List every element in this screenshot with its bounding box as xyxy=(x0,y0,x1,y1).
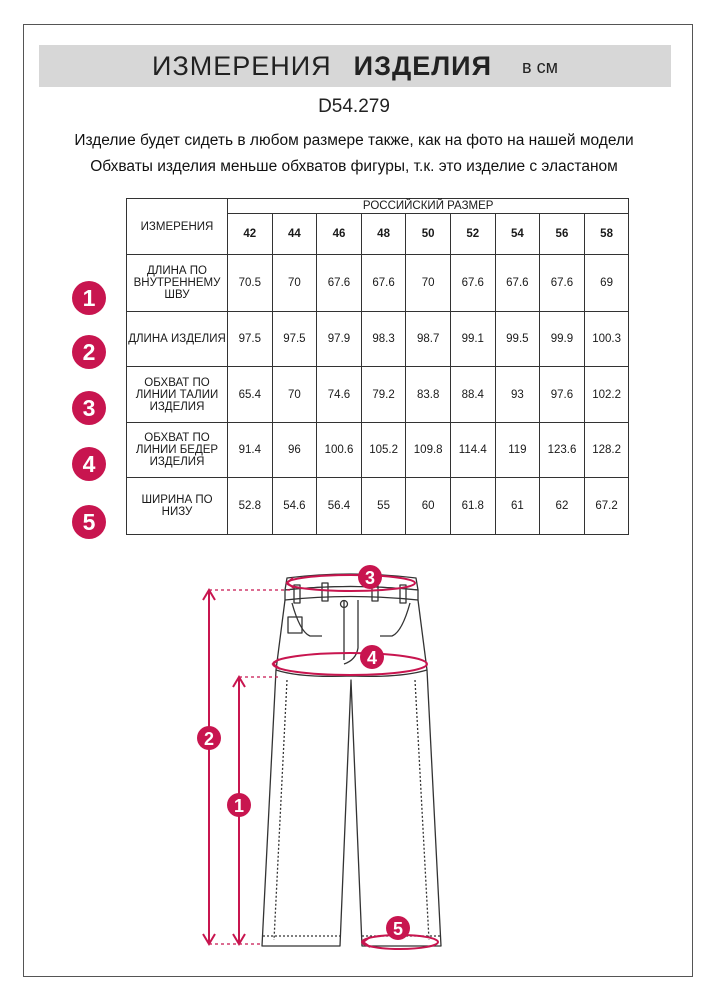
table-cell: 69 xyxy=(584,255,629,312)
table-cell: 93 xyxy=(495,367,540,423)
table-cell: 97.9 xyxy=(317,312,362,367)
table-cell: 98.7 xyxy=(406,312,451,367)
size-header: 54 xyxy=(495,214,540,255)
table-cell: 67.6 xyxy=(361,255,406,312)
table-cell: 98.3 xyxy=(361,312,406,367)
table-cell: 102.2 xyxy=(584,367,629,423)
table-cell: 67.6 xyxy=(317,255,362,312)
measure-header: ИЗМЕРЕНИЯ xyxy=(127,199,228,255)
table-cell: 67.6 xyxy=(450,255,495,312)
row-label: ДЛИНА ИЗДЕЛИЯ xyxy=(127,312,228,367)
note-fit: Изделие будет сидеть в любом размере также, как на фото на нашей модели xyxy=(74,132,634,149)
table-cell: 79.2 xyxy=(361,367,406,423)
title-word-measurements: ИЗМЕРЕНИЯ xyxy=(152,50,332,81)
table-cell: 52.8 xyxy=(228,478,273,535)
table-cell: 70 xyxy=(272,367,317,423)
table-cell: 61 xyxy=(495,478,540,535)
diagram-marker-2-label: 2 xyxy=(203,729,215,749)
article-number: D54.279 xyxy=(318,96,390,117)
diagram-markers xyxy=(197,565,410,940)
size-header: 44 xyxy=(272,214,317,255)
row-marker-2: 2 xyxy=(72,335,106,369)
row-marker-5: 5 xyxy=(72,505,106,539)
size-header: 48 xyxy=(361,214,406,255)
table-cell: 55 xyxy=(361,478,406,535)
size-header: 50 xyxy=(406,214,451,255)
row-marker-3: 3 xyxy=(72,391,106,425)
size-header: 58 xyxy=(584,214,629,255)
table-cell: 128.2 xyxy=(584,423,629,478)
table-cell: 97.6 xyxy=(540,367,585,423)
table-cell: 67.6 xyxy=(540,255,585,312)
table-cell: 109.8 xyxy=(406,423,451,478)
table-cell: 74.6 xyxy=(317,367,362,423)
table-cell: 67.6 xyxy=(495,255,540,312)
table-cell: 88.4 xyxy=(450,367,495,423)
table-cell: 70.5 xyxy=(228,255,273,312)
row-label: ШИРИНА ПО НИЗУ xyxy=(127,478,228,535)
table-cell: 96 xyxy=(272,423,317,478)
table-cell: 99.5 xyxy=(495,312,540,367)
row-label: ОБХВАТ ПО ЛИНИИ ТАЛИИ ИЗДЕЛИЯ xyxy=(127,367,228,423)
table-cell: 61.8 xyxy=(450,478,495,535)
table-cell: 67.2 xyxy=(584,478,629,535)
size-header: 42 xyxy=(228,214,273,255)
size-header: 52 xyxy=(450,214,495,255)
table-cell: 60 xyxy=(406,478,451,535)
diagram-marker-5-label: 5 xyxy=(392,919,404,939)
row-marker-1: 1 xyxy=(72,281,106,315)
table-cell: 100.3 xyxy=(584,312,629,367)
note-elastane: Обхваты изделия меньше обхватов фигуры, т.к. это изделие с эластаном xyxy=(90,158,618,175)
table-cell: 97.5 xyxy=(272,312,317,367)
size-group-header: РОССИЙСКИЙ РАЗМЕР xyxy=(228,199,629,214)
diagram-marker-1-label: 1 xyxy=(233,796,245,816)
table-cell: 62 xyxy=(540,478,585,535)
table-cell: 70 xyxy=(406,255,451,312)
row-label: ОБХВАТ ПО ЛИНИИ БЕДЕР ИЗДЕЛИЯ xyxy=(127,423,228,478)
size-header: 46 xyxy=(317,214,362,255)
table-cell: 123.6 xyxy=(540,423,585,478)
table-cell: 83.8 xyxy=(406,367,451,423)
table-cell: 99.1 xyxy=(450,312,495,367)
hip-measure xyxy=(273,653,427,675)
table-cell: 119 xyxy=(495,423,540,478)
title-word-item: ИЗДЕЛИЯ xyxy=(353,50,492,81)
jeans-outline xyxy=(262,574,441,946)
measure-lines xyxy=(203,575,438,949)
table-cell: 99.9 xyxy=(540,312,585,367)
table-cell: 97.5 xyxy=(228,312,273,367)
size-header: 56 xyxy=(540,214,585,255)
title-unit: в см xyxy=(522,56,558,77)
table-cell: 91.4 xyxy=(228,423,273,478)
table-cell: 100.6 xyxy=(317,423,362,478)
table-cell: 56.4 xyxy=(317,478,362,535)
table-cell: 70 xyxy=(272,255,317,312)
row-marker-4: 4 xyxy=(72,447,106,481)
table-cell: 54.6 xyxy=(272,478,317,535)
table-cell: 114.4 xyxy=(450,423,495,478)
table-cell: 105.2 xyxy=(361,423,406,478)
diagram-marker-3-label: 3 xyxy=(364,568,376,588)
table-cell: 65.4 xyxy=(228,367,273,423)
row-label: ДЛИНА ПО ВНУТРЕННЕМУ ШВУ xyxy=(127,255,228,312)
diagram-marker-4-label: 4 xyxy=(366,648,378,668)
